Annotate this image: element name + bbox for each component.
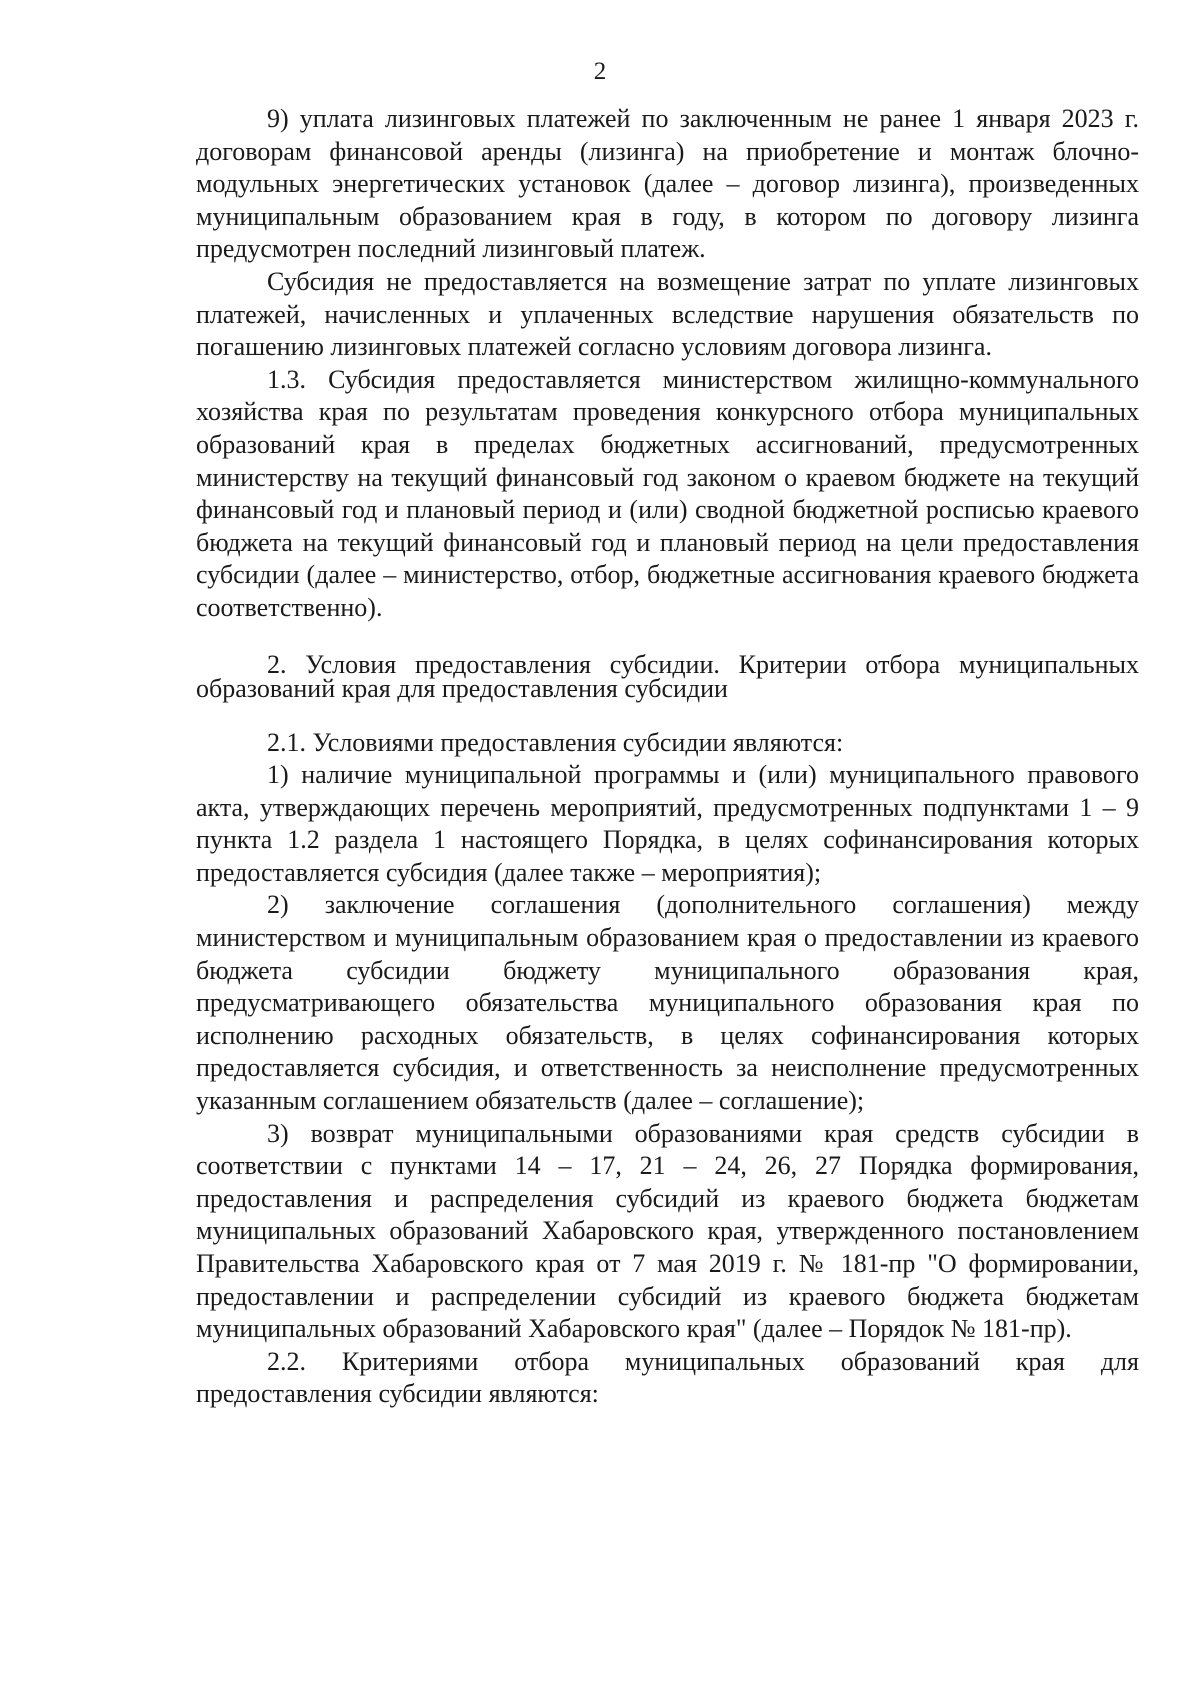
paragraph-condition-1: 1) наличие муниципальной программы и (или) муниципального правового акта, утверждающих перечень мероприятий, предусмотренных подпунктами 1 – 9 пункта 1.2 раздела 1 настоящего Порядка, в целях софинансирования которых предоставляется субсидия (далее также – мероприятия); <box>196 760 1139 887</box>
paragraph-item-9: 9) уплата лизинговых платежей по заключенным не ранее 1 января 2023 г. договорам финансовой аренды (лизинга) на приобретение и монтаж блочно-модульных энергетических установок (далее – договор лизинга), произведенных муниципальным образованием края в году, в котором по договору лизинга предусмотрен последний лизинговый платеж. <box>196 104 1139 264</box>
paragraph-condition-2: 2) заключение соглашения (дополнительного соглашения) между министерством и муниципальным образованием края о предоставлении из краевого бюджета субсидии бюджету муниципального образования края, предусматривающего обязательства муниципального образования края по исполнению расходных обязательств, в целях софинансирования которых предоставляется субсидия, и ответственность за неисполнение предусмотренных указанным соглашением обязательств (далее – соглашение); <box>196 890 1139 1116</box>
paragraph-condition-3: 3) возврат муниципальными образованиями края средств субсидии в соответствии с пунктами 14 – 17, 21 – 24, 26, 27 Порядка формирования, предоставления и распределения субсидий из краевого бюджета бюджетам муниципальных образований Хабаровского края, утвержденного постановлением Правительства Хабаровского края от 7 мая 2019 г. № 181-пр "О формировании, предоставлении и распределении субсидий из краевого бюджета бюджетам муниципальных образований Хабаровского края" (далее – Порядок № 181-пр). <box>196 1118 1139 1344</box>
paragraph-1-3: 1.3. Субсидия предоставляется министерством жилищно-коммунального хозяйства края по результатам проведения конкурсного отбора муниципальных образований края в пределах бюджетных ассигнований, предусмотренных министерству на текущий финансовый год законом о краевом бюджете на текущий финансовый год и плановый период и (или) сводной бюджетной росписью краевого бюджета на текущий финансовый год и плановый период на цели предоставления субсидии (далее – министерство, отбор, бюджетные ассигнования краевого бюджета соответственно). <box>196 364 1139 622</box>
document-body <box>196 103 1139 1411</box>
paragraph-2-2: 2.2. Критериями отбора муниципальных образований края для предоставления субсидии являются: <box>196 1346 1139 1409</box>
paragraph-2-1: 2.1. Условиями предоставления субсидии являются: <box>267 727 844 757</box>
page-number: 2 <box>593 58 607 85</box>
section-2-heading: 2. Условия предоставления субсидии. Критерии отбора муниципальных образований края для предоставления субсидии <box>196 649 1139 703</box>
paragraph-subsidy-exclusion: Субсидия не предоставляется на возмещение затрат по уплате лизинговых платежей, начисленных и уплаченных вследствие нарушения обязательств по погашению лизинговых платежей согласно условиям договора лизинга. <box>196 266 1139 362</box>
